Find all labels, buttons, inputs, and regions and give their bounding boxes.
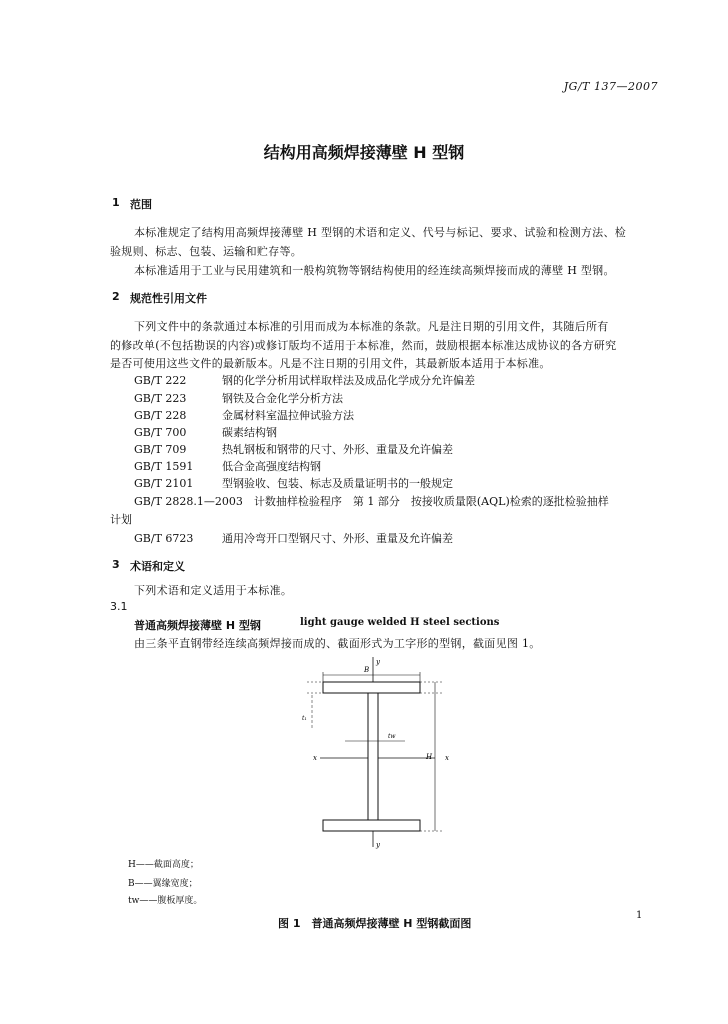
reference-item bbox=[134, 424, 277, 440]
reference-code: GB/T 228 bbox=[134, 409, 187, 422]
subsection-number: 3.1 bbox=[110, 600, 128, 613]
width-label: B bbox=[364, 666, 370, 674]
legend-item: H——截面高度； bbox=[128, 860, 199, 870]
bottom-flange bbox=[323, 820, 420, 831]
section-2-number: 2 bbox=[112, 290, 120, 303]
section-3-heading: 术语和定义 bbox=[130, 560, 185, 573]
reference-title: 热轧钢板和钢带的尺寸、外形、重量及允许偏差 bbox=[222, 443, 453, 456]
reference-item bbox=[134, 458, 321, 474]
term-english: light gauge welded H steel sections bbox=[300, 617, 500, 628]
section-2-intro-line1: 下列文件中的条款通过本标准的引用而成为本标准的条款。凡是注日期的引用文件，其随后所有 bbox=[134, 320, 609, 333]
reference-code: GB/T 222 bbox=[134, 374, 187, 387]
web bbox=[368, 693, 378, 820]
section-1-para1-line2: 验规则、标志、包装、运输和贮存等。 bbox=[110, 245, 303, 258]
x-axis-label-left: x bbox=[313, 754, 317, 762]
reference-title: 型钢验收、包装、标志及质量证明书的一般规定 bbox=[222, 477, 453, 490]
reference-long-line2: 计划 bbox=[110, 513, 132, 526]
legend-item: tw——腹板厚度。 bbox=[128, 896, 203, 906]
legend-item: B——翼缘宽度； bbox=[128, 879, 198, 889]
reference-code: GB/T 6723 bbox=[134, 532, 194, 545]
reference-title: 通用冷弯开口型钢尺寸、外形、重量及允许偏差 bbox=[222, 532, 453, 545]
top-flange bbox=[323, 682, 420, 693]
reference-title: 金属材料室温拉伸试验方法 bbox=[222, 409, 354, 422]
x-axis-label-right: x bbox=[445, 754, 449, 762]
section-2-intro-line2: 的修改单(不包括勘误的内容)或修订版均不适用于本标准，然而，鼓励根据本标准达成协议的各方研究 bbox=[110, 339, 617, 352]
figure-caption: 图 1 普通高频焊接薄壁 H 型钢截面图 bbox=[278, 917, 472, 930]
reference-code: GB/T 1591 bbox=[134, 460, 194, 473]
reference-item bbox=[134, 407, 354, 423]
section-1-number: 1 bbox=[112, 196, 120, 209]
reference-item bbox=[134, 475, 453, 491]
h-section-diagram bbox=[280, 655, 480, 855]
reference-title: 钢的化学分析用试样取样法及成品化学成分允许偏差 bbox=[222, 374, 475, 387]
reference-long-line1: GB/T 2828.1—2003 计数抽样检验程序 第 1 部分 按接收质量限(AQL)检索的逐批检验抽样 bbox=[134, 495, 609, 508]
document-title: 结构用高频焊接薄壁 H 型钢 bbox=[263, 143, 465, 162]
flange-thickness-label: t₁ bbox=[302, 715, 307, 722]
section-2-intro-line3: 是否可使用这些文件的最新版本。凡是不注日期的引用文件，其最新版本适用于本标准。 bbox=[110, 357, 551, 370]
term-definition: 由三条平直钢带经连续高频焊接而成的、截面形式为工字形的型钢，截面见图 1。 bbox=[134, 637, 541, 650]
section-1-para2: 本标准适用于工业与民用建筑和一般构筑物等钢结构使用的经连续高频焊接而成的薄壁 H 型钢。 bbox=[134, 264, 615, 277]
reference-title: 碳素结构钢 bbox=[222, 426, 277, 439]
reference-item bbox=[134, 372, 475, 388]
term-chinese: 普通高频焊接薄壁 H 型钢 bbox=[134, 619, 261, 632]
section-1-para1-line1: 本标准规定了结构用高频焊接薄壁 H 型钢的术语和定义、代号与标记、要求、试验和检测方法、检 bbox=[134, 226, 627, 239]
reference-title: 低合金高强度结构钢 bbox=[222, 460, 321, 473]
y-axis-label-bottom: y bbox=[376, 841, 380, 849]
reference-item bbox=[134, 441, 453, 457]
section-1-heading: 范围 bbox=[130, 198, 152, 211]
section-3-intro: 下列术语和定义适用于本标准。 bbox=[134, 584, 293, 597]
web-thickness-label: tw bbox=[388, 733, 396, 740]
reference-code: GB/T 223 bbox=[134, 392, 187, 405]
section-3-number: 3 bbox=[112, 558, 120, 571]
height-label: H bbox=[426, 753, 433, 761]
reference-title: 钢铁及合金化学分析方法 bbox=[222, 392, 343, 405]
page-number: 1 bbox=[636, 910, 643, 921]
reference-code: GB/T 2101 bbox=[134, 477, 194, 490]
y-axis-label-top: y bbox=[376, 658, 380, 666]
reference-code: GB/T 709 bbox=[134, 443, 187, 456]
reference-item bbox=[134, 390, 343, 406]
standard-number: JG/T 137—2007 bbox=[563, 80, 658, 93]
reference-item bbox=[134, 530, 453, 546]
reference-code: GB/T 700 bbox=[134, 426, 187, 439]
section-2-heading: 规范性引用文件 bbox=[130, 292, 207, 305]
